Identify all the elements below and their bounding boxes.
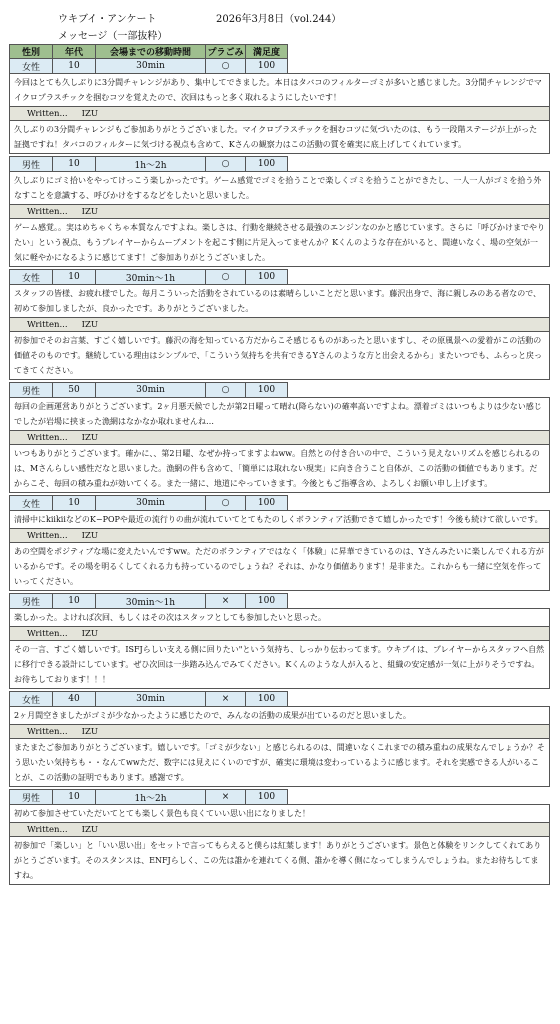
- entry-age: 50: [52, 382, 96, 398]
- entry-gender: 男性: [9, 789, 53, 805]
- writer-name: IZU: [81, 726, 99, 737]
- entry-age: 10: [52, 269, 96, 285]
- entry-info-row: [9, 790, 560, 805]
- entry-reply: またまたご参加ありがとうございます。嬉しいです。「ゴミが少ない」と感じられるのは、間違いなくこれまでの積み重ねの成果なんでしょうか？そう思いたい気持ちも・・なんてwwただ、数字には見えにくいのですが、確実に環境は変わっているように感じます。それを実感できる人がいることが、この活動の証明でもあります。感謝です。: [9, 738, 550, 787]
- written-label: Written...: [27, 319, 68, 330]
- written-label: Written...: [27, 628, 68, 639]
- entry-age: 10: [52, 58, 96, 74]
- entry-message: 初めて参加させていただいてとても楽しく景色も良くていい思い出になりました！: [9, 804, 550, 823]
- entry-block: [0, 689, 560, 787]
- table-header: [9, 44, 560, 59]
- written-label: Written...: [27, 726, 68, 737]
- entry-satisfaction: 100: [245, 156, 288, 172]
- entry-satisfaction: 100: [245, 269, 288, 285]
- entry-message: 久しぶりにゴミ拾いをやってけっこう楽しかったです。ゲーム感覚でゴミを拾うことで楽しくゴミを拾うことができたし、一人一人がゴミを拾う外なすことを意識する、呼びかけをするなどをしたいと思いました。: [9, 171, 550, 205]
- entry-block: [0, 493, 560, 591]
- written-by-bar: [9, 724, 550, 739]
- written-by-bar: [9, 204, 550, 219]
- written-by-bar: [9, 822, 550, 837]
- document-subtitle: メッセージ（一部抜粋）: [58, 31, 168, 42]
- document-header: [0, 0, 560, 44]
- entry-info-row: [9, 594, 560, 609]
- written-by-bar: [9, 528, 550, 543]
- entry-reply: あの空間をポジティブな場に変えたいんですww。ただのボランティアではなく「体験」に昇華できているのは、Yさんみたいに楽しんでくれる方がいるからです。その場を明るくしてくれる力も持っているのでしょうね？それは、かなり価値あります！是非また。これからも一緒に空気を作っていってください。: [9, 542, 550, 591]
- column-header-satisfaction: 満足度: [245, 44, 288, 59]
- writer-name: IZU: [81, 530, 99, 541]
- entry-age: 10: [52, 495, 96, 511]
- written-by-bar: [9, 626, 550, 641]
- entry-plastic: ○: [205, 269, 246, 285]
- entry-block: [0, 380, 560, 493]
- column-header-travel-time: 会場までの移動時間: [95, 44, 206, 59]
- entry-plastic: ×: [205, 691, 246, 707]
- entry-travel-time: 30min: [95, 58, 206, 74]
- entry-message: 楽しかった。よければ次回、もしくはその次はスタッフとしても参加したいと思った。: [9, 608, 550, 627]
- entry-block: [0, 591, 560, 689]
- entry-plastic: ○: [205, 156, 246, 172]
- entry-gender: 女性: [9, 58, 53, 74]
- written-by-bar: [9, 317, 550, 332]
- entry-plastic: ○: [205, 382, 246, 398]
- entry-age: 40: [52, 691, 96, 707]
- entry-gender: 男性: [9, 156, 53, 172]
- written-label: Written...: [27, 824, 68, 835]
- entry-gender: 男性: [9, 382, 53, 398]
- entry-plastic: ×: [205, 789, 246, 805]
- entry-satisfaction: 100: [245, 593, 288, 609]
- entry-travel-time: 30min: [95, 495, 206, 511]
- entry-plastic: ○: [205, 58, 246, 74]
- entry-age: 10: [52, 156, 96, 172]
- entry-message: スタッフの皆様、お疲れ様でした。毎月こういった活動をされているのは素晴らしいことだと思います。藤沢出身で、海に親しみのある者なので、初めて参加しましたが、良かったです。ありがとうございました。: [9, 284, 550, 318]
- writer-name: IZU: [81, 319, 99, 330]
- writer-name: IZU: [81, 206, 99, 217]
- entry-reply: 久しぶりの3分間チャレンジもご参加ありがとうございました。マイクロプラスチックを掴むコツに気づいたのは、もう一段階ステージが上がった証拠ですね！タバコのフィルターに気づける視点も含めて、Kさんの観察力はこの活動の質を確実に底上げしてくれています。: [9, 120, 550, 154]
- writer-name: IZU: [81, 108, 99, 119]
- column-header-plastic: プラごみ: [205, 44, 246, 59]
- entry-block: [0, 59, 560, 154]
- entry-info-row: [9, 383, 560, 398]
- entry-message: 清掃中にkiikiiなどのK−POPや最近の流行りの曲が流れていてとてもたのしくボランティア活動できて嬉しかったです！今後も続けて欲しいです。: [9, 510, 550, 529]
- entry-plastic: ○: [205, 495, 246, 511]
- written-label: Written...: [27, 530, 68, 541]
- entry-travel-time: 1h〜2h: [95, 156, 206, 172]
- entry-gender: 女性: [9, 269, 53, 285]
- entry-reply: 初参加で「楽しい」と「いい思い出」をセットで言ってもらえると僕らは紅葉します！ありがとうございます。景色と体験をリンクしてくれてありがとうございます。そのスタンスは、ENFJらしく、この先は誰かを連れてくる側、誰かを導く側になってしまうんでしょうね。またお待ちしてますね。: [9, 836, 550, 885]
- entry-gender: 男性: [9, 593, 53, 609]
- entry-travel-time: 30min: [95, 691, 206, 707]
- entry-reply: その一言、すごく嬉しいです。ISFJらしい支える側に回りたい"という気持ち、しっかり伝わってます。ウキブイは、プレイヤーからスタッフへ自然に移行できる設計にしています。ぜひ次回は一歩踏み込んでみてください。Kくんのような人が入ると、組織の安定感が一気に上がりそうですね。お待ちしております！！！: [9, 640, 550, 689]
- entry-satisfaction: 100: [245, 691, 288, 707]
- entry-block: [0, 787, 560, 885]
- writer-name: IZU: [81, 432, 99, 443]
- entry-satisfaction: 100: [245, 495, 288, 511]
- entry-satisfaction: 100: [245, 58, 288, 74]
- entry-travel-time: 1h〜2h: [95, 789, 206, 805]
- entry-age: 10: [52, 789, 96, 805]
- entry-satisfaction: 100: [245, 789, 288, 805]
- entry-info-row: [9, 270, 560, 285]
- written-label: Written...: [27, 432, 68, 443]
- document-title: ウキブイ・アンケート: [58, 14, 157, 25]
- entry-plastic: ×: [205, 593, 246, 609]
- written-by-bar: [9, 430, 550, 445]
- entry-block: [0, 267, 560, 380]
- entry-reply: ゲーム感覚。。実はめちゃくちゃ本質なんですよね。楽しさは、行動を継続させる最強のエンジンなのかと感じています。さらに「呼びかけまでやりたい」という視点、もうプレイヤーからムーブメントを起こす側に片足入ってませんか？Kくんのような存在がいると、間違いなく、場の空気が一気に軽やかになるように感じてます！ご参加ありがとうございました。: [9, 218, 550, 267]
- written-by-bar: [9, 106, 550, 121]
- entry-reply: 初参加でそのお言葉、すごく嬉しいです。藤沢の海を知っている方だからこそ感じるものがあったと思いますし、その原風景への愛着がこの活動の価値そのものです。継続している理由はシンプルで、「こういう気持ちを共有できるYさんのような方と出会えるから」またいつでも、ふらっと戻ってきてください。: [9, 331, 550, 380]
- entry-info-row: [9, 157, 560, 172]
- entry-block: [0, 154, 560, 267]
- entry-info-row: [9, 59, 560, 74]
- entry-age: 10: [52, 593, 96, 609]
- entry-satisfaction: 100: [245, 382, 288, 398]
- entry-gender: 女性: [9, 691, 53, 707]
- entry-info-row: [9, 496, 560, 511]
- column-header-gender: 性別: [9, 44, 53, 59]
- entry-travel-time: 30min〜1h: [95, 269, 206, 285]
- entry-travel-time: 30min〜1h: [95, 593, 206, 609]
- entry-reply: いつもありがとうございます。確かに、、第2日曜、なぜか持ってますよねww。自然との付き合いの中で、こういう見えないリズムを感じられるのは、Mさんらしい感性だなと思いました。漁網の件も含めて、「簡単には取れない現実」に向き合うこと自体が、この活動の価値でもあります。だからこそ、毎回の積み重ねが効いてくる。また一緒に、地道にやっていきます。今後ともご指導含め、よろしくお願い申し上げます。: [9, 444, 550, 493]
- entry-gender: 女性: [9, 495, 53, 511]
- writer-name: IZU: [81, 628, 99, 639]
- writer-name: IZU: [81, 824, 99, 835]
- written-label: Written...: [27, 108, 68, 119]
- written-label: Written...: [27, 206, 68, 217]
- entries-list: [0, 59, 560, 885]
- entry-message: 毎回の企画運営ありがとうございます。2ヶ月悪天候でしたが第2日曜って晴れ(降らない)の確率高いですよね。漂着ゴミはいつもよりは少ない感じでしたが岩場に挟まった漁網はなかなか取れませんね…: [9, 397, 550, 431]
- column-header-age: 年代: [52, 44, 96, 59]
- entry-info-row: [9, 692, 560, 707]
- document-date: 2026年3月8日（vol.244）: [216, 14, 342, 25]
- entry-message: 今回はとても久しぶりに3分間チャレンジがあり、集中してできました。本日はタバコのフィルターゴミが多いと感じました。3分間チャレンジでマイクロプラスチックを掴むコツを覚えたので、次回はもっと多く取れるようにしたいです！: [9, 73, 550, 107]
- entry-message: 2ヶ月間空きましたがゴミが少なかったように感じたので、みんなの活動の成果が出ているのだと思いました。: [9, 706, 550, 725]
- entry-travel-time: 30min: [95, 382, 206, 398]
